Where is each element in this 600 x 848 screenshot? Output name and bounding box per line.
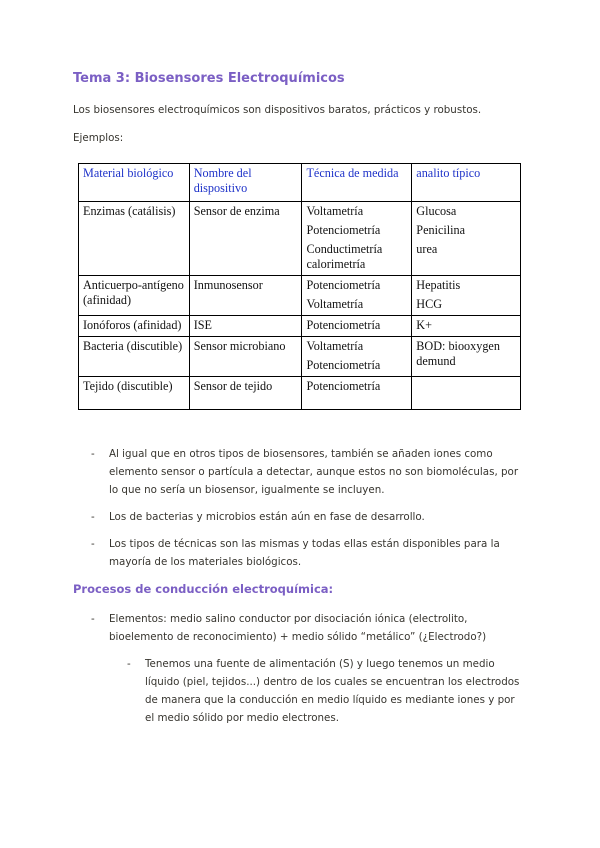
cell-analyte xyxy=(412,337,521,377)
technique-item: Voltametría xyxy=(306,297,364,311)
bullet-text: Tenemos una fuente de alimentación (S) y luego tenemos un medio líquido (piel, tejidos...) dentro de los cuales se encuentran los electrodos de manera que la conducción en medio líquido es mediante iones y por el medio sólido por medio electrones. xyxy=(145,658,520,724)
header-analyte: analito típico xyxy=(412,164,521,202)
analyte-item: HCG xyxy=(416,297,443,311)
technique-item: Voltametría xyxy=(306,339,364,353)
technique-item: Potenciometría xyxy=(306,379,381,393)
table-row xyxy=(79,316,521,337)
cell-device: Sensor de enzima xyxy=(189,202,302,276)
cell-device: ISE xyxy=(189,316,302,337)
bullet-text: Los de bacterias y microbios están aún en fase de desarrollo. xyxy=(109,511,425,523)
header-technique: Técnica de medida xyxy=(302,164,412,202)
technique-item: Voltametría xyxy=(306,204,364,218)
analyte-item: Glucosa xyxy=(416,204,457,218)
table-header-row xyxy=(79,164,521,202)
technique-item: Potenciometría xyxy=(306,278,381,292)
biosensor-table xyxy=(78,163,521,410)
cell-device: Sensor de tejido xyxy=(189,377,302,410)
section-title: Procesos de conducción electroquímica: xyxy=(73,582,334,596)
cell-material: Tejido (discutible) xyxy=(79,377,190,410)
cell-device: Sensor microbiano xyxy=(189,337,302,377)
list-item xyxy=(127,655,525,727)
analyte-item: urea xyxy=(416,242,438,256)
cell-technique xyxy=(302,337,412,377)
list-item xyxy=(91,610,529,646)
cell-analyte xyxy=(412,377,521,410)
bullet-dash: - xyxy=(91,511,95,523)
bullet-dash: - xyxy=(91,538,95,550)
analyte-item: Penicilina xyxy=(416,223,466,237)
page-title: Tema 3: Biosensores Electroquímicos xyxy=(73,71,345,86)
cell-analyte xyxy=(412,276,521,316)
cell-material: Ionóforos (afinidad) xyxy=(79,316,190,337)
bullet-dash: - xyxy=(91,613,95,625)
header-device: Nombre del dispositivo xyxy=(189,164,302,202)
bullet-text: Los tipos de técnicas son las mismas y todas ellas están disponibles para la mayoría de los materiales biológicos. xyxy=(109,538,500,568)
table-row xyxy=(79,276,521,316)
cell-analyte xyxy=(412,316,521,337)
bullet-text: Al igual que en otros tipos de biosensores, también se añaden iones como elemento sensor o partícula a detectar, aunque estos no son biomoléculas, por lo que no sería un biosensor, igualmente se incluyen. xyxy=(109,448,519,496)
list-item xyxy=(91,508,529,526)
cell-device: Inmunosensor xyxy=(189,276,302,316)
cell-material: Enzimas (catálisis) xyxy=(79,202,190,276)
cell-material: Anticuerpo-antígeno (afinidad) xyxy=(79,276,190,316)
analyte-item: K+ xyxy=(416,318,432,332)
cell-technique xyxy=(302,202,412,276)
examples-label: Ejemplos: xyxy=(73,132,124,144)
cell-technique xyxy=(302,377,412,410)
cell-analyte xyxy=(412,202,521,276)
bullet-dash: - xyxy=(127,658,131,670)
list-item xyxy=(91,445,529,499)
analyte-item: Hepatitis xyxy=(416,278,461,292)
table-row xyxy=(79,377,521,410)
bullet-text: Elementos: medio salino conductor por disociación iónica (electrolito, bioelemento de reconocimiento) + medio sólido “metálico” (¿Electrodo?) xyxy=(109,613,487,643)
cell-technique xyxy=(302,316,412,337)
cell-material: Bacteria (discutible) xyxy=(79,337,190,377)
intro-paragraph: Los biosensores electroquímicos son dispositivos baratos, prácticos y robustos. xyxy=(73,104,482,116)
technique-item: Potenciometría xyxy=(306,223,381,237)
table-row xyxy=(79,202,521,276)
header-material: Material biológico xyxy=(79,164,190,202)
analyte-item: BOD: biooxygen demund xyxy=(416,339,500,368)
technique-item: Potenciometría xyxy=(306,318,381,332)
technique-item: Potenciometría xyxy=(306,358,381,372)
bullet-dash: - xyxy=(91,448,95,460)
technique-item: Conductimetría calorimetría xyxy=(306,242,383,271)
list-item xyxy=(91,535,529,571)
cell-technique xyxy=(302,276,412,316)
table-row xyxy=(79,337,521,377)
